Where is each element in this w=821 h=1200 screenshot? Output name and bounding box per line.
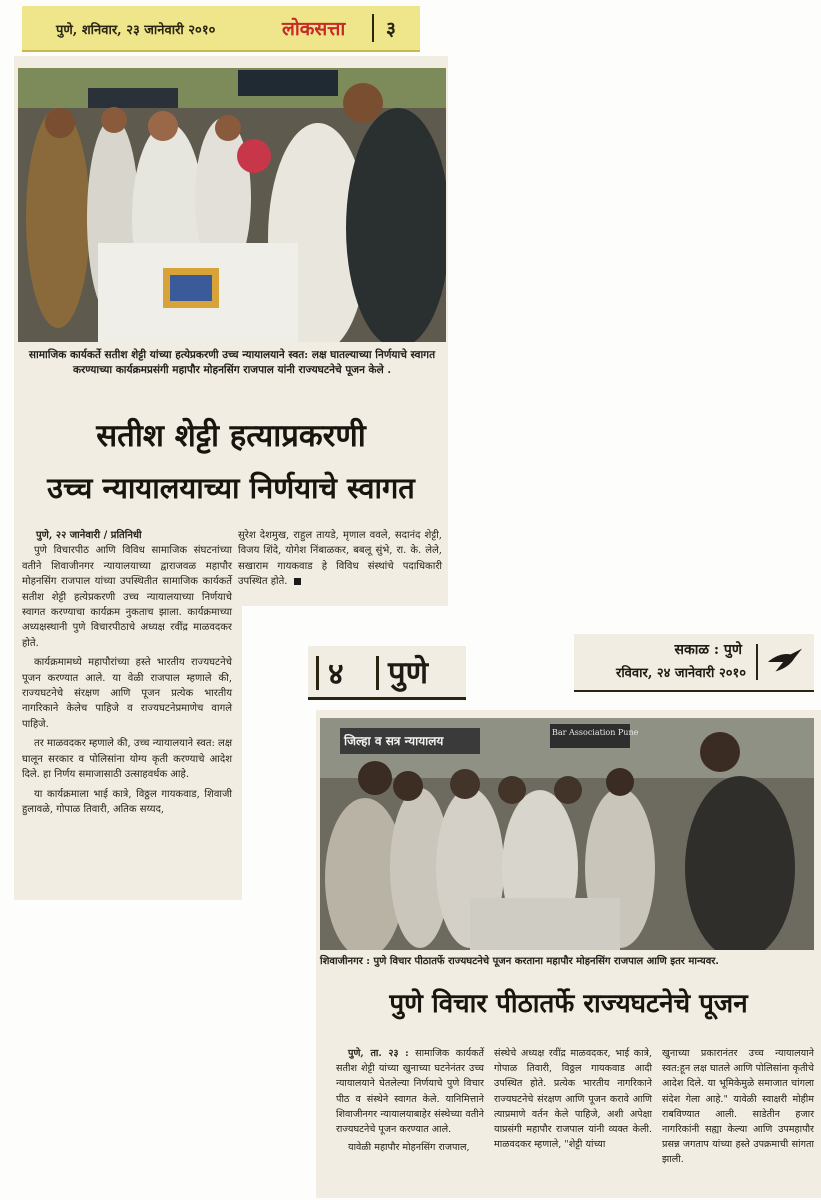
loksatta-headline-line1: सतीश शेट्टी हत्याप्रकरणी [96,418,366,454]
column-2-text: सुरेश देशमुख, राहुल तायडे, मृणाल ववले, सदानंद शेट्टी, विजय शिंदे, योगेश निंबाळकर, बबलू सुंभे, रा. के. लेले, सखाराम गायकवाड हे विविध संस्थांचे पदाधिकारी उपस्थित होते. [238,530,442,588]
loksatta-column-2 [238,528,442,590]
photo-sign-bar-association: Bar Association Pune [552,728,639,737]
masthead-dateline: पुणे, शनिवार, २३ जानेवारी २०१० [56,23,216,38]
sakal-column-3-text: खुनाच्या प्रकारानंतर उच्च न्यायालयाने स्वत:हून लक्ष घातले आणि पोलिसांना कृतीचे आदेश दिले. या भूमिकेमुळे समाजात चांगला संदेश गेला आहे." यावेळी स्वाक्षरी मोहीम राबविण्यात आली. साडेतीन हजार नागरिकांनी सह्या केल्या आणि उपमहापौर प्रसन्न जगताप यांच्या हस्ते उपक्रमाची सांगता झाली. [662,1048,814,1166]
paragraph-4: या कार्यक्रमाला भाई कात्रे, विठ्ठल गायकवाड, शिवाजी हुलावळे, गोपाळ तिवारी, अतिक सय्यद, [22,788,232,815]
paragraph-1: पुणे विचारपीठ आणि विविध सामाजिक संघटनांच्या वतीने शिवाजीनगर न्यायालयाच्या द्वाराजवळ महापौर मोहनसिंग राजपाल यांच्या उपस्थितीत सामाजिक कार्यकर्ते सतीश शेट्टी हत्येप्रकरणी उच्च न्यायालयाच्या निर्णयाचे स्वागत करण्याचा कार्यक्रम नुकताच झाला. कार्यक्रमाच्या अध्यक्षस्थानी पुणे विचारपीठाचे अध्यक्ष रवींद्र माळवदकर होते. [22,545,232,649]
sakal-section-name: पुणे [388,655,429,691]
masthead-divider [372,14,374,42]
sakal-column-1-body: सामाजिक कार्यकर्ते सतीश शेट्टी यांच्या खुनाच्या घटनेनंतर उच्च न्यायालयाने घेतलेल्या निर्णयाचे पुणे विचार पीठ व संस्थेने स्वागत केले. यानिमित्ताने शिवाजीनगर न्यायालयाबाहेर संस्थेच्या वतीने राज्यघटनेचे पूजन करण्यात आले. [336,1048,484,1136]
masthead-page-number: ३ [386,18,396,40]
photo-ceremony-image [18,68,446,342]
photo-sign-court: जिल्हा व सत्र न्यायालय [344,734,444,748]
sakal-column-1-continued: यावेळी महापौर मोहनसिंग राजपाल, [348,1142,470,1154]
sakal-dateline: पुणे, ता. २३ : [348,1048,409,1059]
end-mark [294,578,301,585]
sakal-photo [320,718,814,950]
photo-ceremony-image [320,718,814,950]
masthead-bar-mid [376,656,379,690]
sakal-masthead-left [308,646,466,700]
sakal-column-3 [662,1046,814,1168]
sakal-headline: पुणे विचार पीठातर्फे राज्यघटनेचे पूजन [389,989,748,1019]
loksatta-photo-caption: सामाजिक कार्यकर्ते सतीश शेट्टी यांच्या हत्येप्रकरणी उच्च न्यायालयाने स्वत: लक्ष घातल्याच्या निर्णयाचे स्वागत करण्याच्या कार्यक्रमप्रसंगी महापौर मोहनसिंग राजपाल यांनी राज्यघटनेचे पूजन केले . [28,349,436,376]
paragraph-2: कार्यक्रमामध्ये महापौरांच्या हस्ते भारतीय राज्यघटनेचे पूजन करण्यात आले. या वेळी राजपाल म्हणाले की, राज्यघटनेचे संरक्षण आणि पूजन प्रत्येक भारतीय नागरिकाने केलेच पाहिजे व राज्यघटनेप्रमाणेच वागले पाहिजे. [22,657,232,730]
sakal-column-2 [494,1046,652,1152]
loksatta-masthead [22,6,420,52]
masthead-bar-left [316,656,319,690]
sakal-date: रविवार, २४ जानेवारी २०१० [616,666,746,681]
sakal-photo-caption: शिवाजीनगर : पुणे विचार पीठातर्फे राज्यघटनेचे पूजन करताना महापौर मोहनसिंग राजपाल आणि इतर मान्यवर. [320,956,719,967]
sakal-column-2-text: संस्थेचे अध्यक्ष रवींद्र माळवदकर, भाई कात्रे, गोपाळ तिवारी, विठ्ठल गायकवाड आदी उपस्थित होते. प्रत्येक भारतीय नागरिकाने राज्यघटनेचे संरक्षण आणि पूजन करावे आणि त्याप्रमाणे वर्तन केले पाहिजे, अशी अपेक्षा याप्रसंगी महापौर राजपाल यांनी व्यक्त केली. माळवदकर म्हणाले, "शेट्टी यांच्या [494,1048,652,1151]
paragraph-3: तर माळवदकर म्हणाले की, उच्च न्यायालयाने स्वत: लक्ष घालून सरकार व पोलिसांना योग्य कृती करण्याचे आदेश दिले. हा निर्णय समाजासाठी उत्साहवर्धक आहे. [22,738,232,781]
sakal-column-1 [336,1046,484,1155]
masthead-right-divider [756,644,758,680]
sakal-masthead-right [574,634,814,692]
masthead-paper-name: लोकसत्ता [282,18,346,40]
sakal-paper-name: सकाळ : पुणे [674,642,742,658]
loksatta-dateline: पुणे, २२ जानेवारी / प्रतिनिधी [36,530,142,541]
loksatta-headline-line2: उच्च न्यायालयाच्या निर्णयाचे स्वागत [47,471,415,505]
loksatta-column-1 [22,528,232,817]
loksatta-photo [18,68,446,342]
sakal-column-1-text [336,1046,484,1137]
sakal-bird-logo-icon [766,646,804,676]
sakal-page-number: ४ [328,657,344,692]
